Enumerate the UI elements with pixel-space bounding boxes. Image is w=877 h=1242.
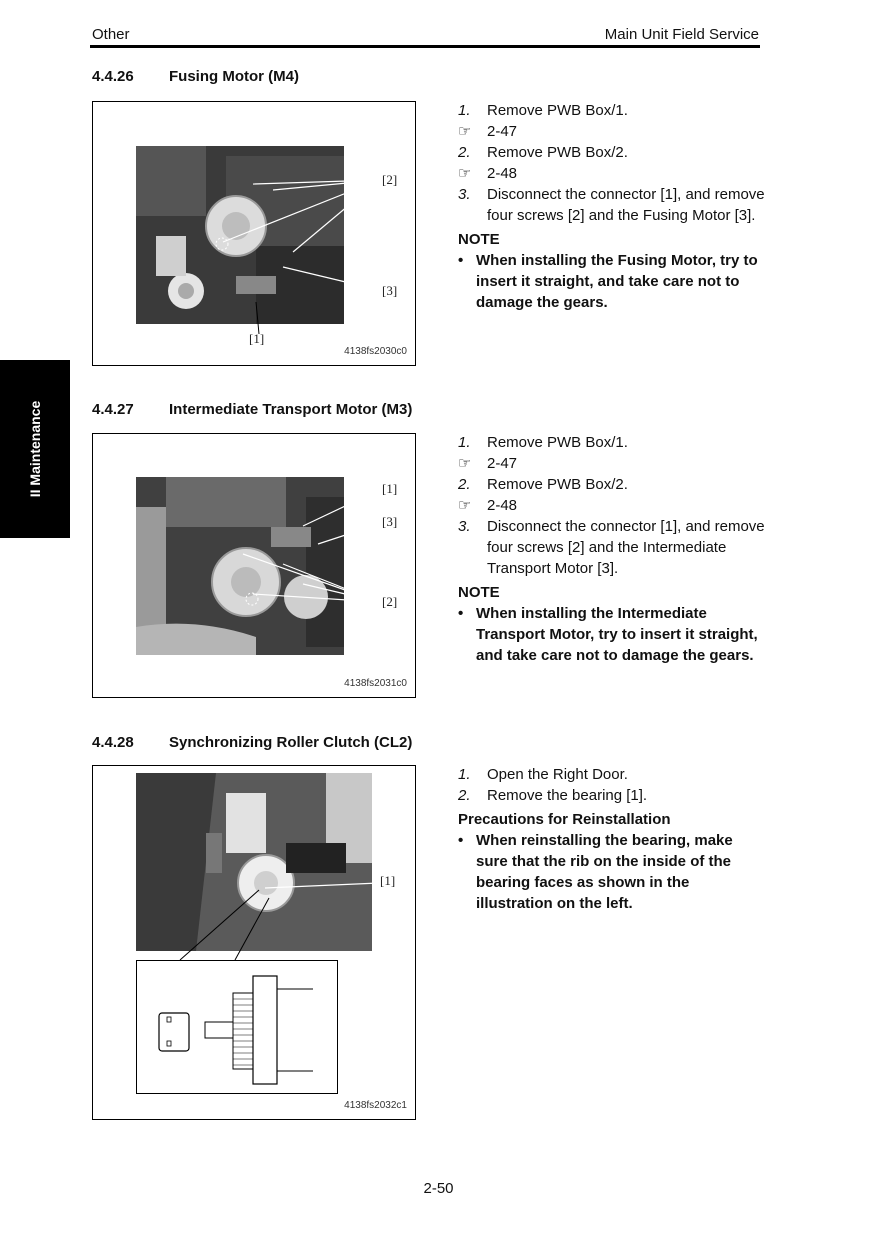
reference-item: ☞ 2-47 xyxy=(458,455,518,472)
note-bullet: • When installing the Fusing Motor, try to insert it straight, and take care not to damage the gears. xyxy=(458,252,758,311)
header-manual-title: Main Unit Field Service xyxy=(604,26,759,43)
callout-label: [1] xyxy=(249,331,265,346)
section-heading: Fusing Motor (M4) xyxy=(169,68,299,85)
figure-intermediate-transport-motor xyxy=(92,433,416,698)
figure-fusing-motor xyxy=(92,101,416,366)
callout-label: [3] xyxy=(382,514,398,529)
section-title-4-4-27 xyxy=(92,401,412,418)
page-number: 2-50 xyxy=(423,1180,454,1197)
section-title-4-4-28 xyxy=(92,734,412,751)
section-heading: Synchronizing Roller Clutch (CL2) xyxy=(169,734,413,751)
section-number: 4.4.28 xyxy=(92,734,134,751)
hand-pointer-icon: ☞ xyxy=(458,455,472,472)
section-title-4-4-26 xyxy=(92,68,299,85)
reference-item: ☞ 2-47 xyxy=(458,123,518,140)
figure-id: 4138fs2031c0 xyxy=(344,678,407,689)
note-heading: NOTE xyxy=(458,231,500,248)
step-item: 2. Remove PWB Box/2. xyxy=(458,144,628,161)
callout-label: [2] xyxy=(382,594,398,609)
header-rule xyxy=(90,45,760,48)
reference-item: ☞ 2-48 xyxy=(458,165,518,182)
step-item: 3. Disconnect the connector [1], and remove four screws [2] and the Intermediate Transport Motor [3]. xyxy=(458,518,765,577)
header-section-label: Other xyxy=(92,26,130,43)
step-item: 1. Open the Right Door. xyxy=(458,766,628,783)
step-item: 1. Remove PWB Box/1. xyxy=(458,102,628,119)
section-number: 4.4.26 xyxy=(92,68,134,85)
steps-4-4-26 xyxy=(458,100,768,313)
intermediate-motor-callout-lines xyxy=(93,434,415,697)
note-heading: NOTE xyxy=(458,584,500,601)
callout-label: [3] xyxy=(382,283,398,298)
precautions-heading: Precautions for Reinstallation xyxy=(458,811,671,828)
bearing-detail-inset xyxy=(136,960,338,1094)
hand-pointer-icon: ☞ xyxy=(458,497,472,514)
step-item: 2. Remove the bearing [1]. xyxy=(458,787,648,804)
figure-synchronizing-roller-clutch xyxy=(92,765,416,1120)
note-bullet: • When installing the Intermediate Transport Motor, try to insert it straight, and take care not to damage the gears. xyxy=(458,605,758,664)
section-heading: Intermediate Transport Motor (M3) xyxy=(169,401,413,418)
step-item: 1. Remove PWB Box/1. xyxy=(458,434,628,451)
side-chapter-tab xyxy=(0,360,70,538)
step-item: 3. Disconnect the connector [1], and remove four screws [2] and the Fusing Motor [3]. xyxy=(458,186,765,224)
callout-label: [2] xyxy=(382,172,398,187)
note-bullet: • When reinstalling the bearing, make sure that the rib on the inside of the bearing faces as shown in the illustration on the left. xyxy=(458,832,733,912)
callout-label: [1] xyxy=(382,481,398,496)
figure-id: 4138fs2030c0 xyxy=(344,346,407,357)
section-number: 4.4.27 xyxy=(92,401,134,418)
step-item: 2. Remove PWB Box/2. xyxy=(458,476,628,493)
fusing-motor-callout-lines xyxy=(93,102,415,365)
figure-id: 4138fs2032c1 xyxy=(344,1100,407,1111)
bearing-rib-diagram xyxy=(137,961,337,1093)
reference-item: ☞ 2-48 xyxy=(458,497,518,514)
steps-4-4-28 xyxy=(458,764,768,914)
hand-pointer-icon: ☞ xyxy=(458,123,472,140)
callout-label: [1] xyxy=(380,873,396,888)
side-tab-label: II Maintenance xyxy=(27,400,43,498)
hand-pointer-icon: ☞ xyxy=(458,165,472,182)
steps-4-4-27 xyxy=(458,432,768,666)
